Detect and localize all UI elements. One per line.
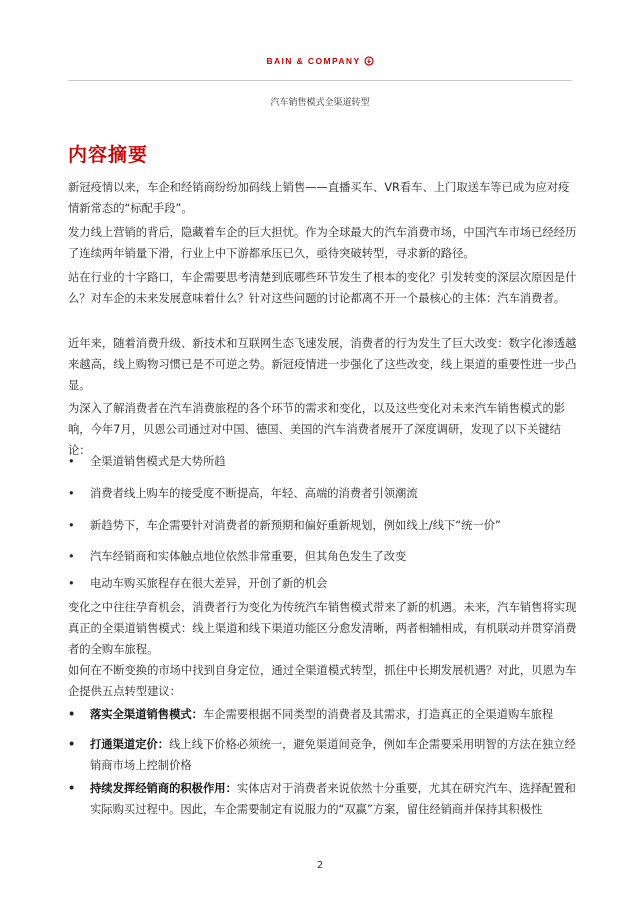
bullet-marker: • <box>68 519 75 532</box>
bullet-marker: • <box>68 708 76 721</box>
bain-swirl-icon <box>364 56 374 66</box>
header-divider <box>68 80 572 81</box>
finding-text: 全渠道销售模式是大势所趋 <box>90 455 226 468</box>
document-subtitle: 汽车销售模式全渠道转型 <box>270 98 370 108</box>
paragraph: 近年来，随着消费升级、新技术和互联网生态飞速发展，消费者的行为发生了巨大改变：数字化渗透越来越高，线上购物习惯已是不可逆之势。新冠疫情进一步强化了这些改变，线上渠道的重要性进一步凸显。 <box>68 337 577 392</box>
recommendation-body: 实体店对于消费者来说依然十分重要，尤其在研究汽车、选择配置和实际购买过程中。因此，车企需要制定有说服力的“双赢”方案，留住经销商并保持其积极性 <box>90 782 576 816</box>
bullet-marker: • <box>68 455 75 468</box>
recommendation-body: 车企需要根据不同类型的消费者及其需求，打造真正的全渠道购车旅程 <box>202 708 554 721</box>
recommendation-text <box>90 734 578 776</box>
recommendation-lead: 持续发挥经销商的积极作用： <box>90 782 237 795</box>
bullet-marker: • <box>68 738 76 751</box>
bullet-marker: • <box>68 487 75 500</box>
paragraph: 如何在不断变换的市场中找到自身定位，通过全渠道模式转型，抓住中长期发展机遇？对此，贝恩为车企提供五点转型建议： <box>68 664 577 698</box>
brand-logo <box>0 56 640 66</box>
recommendation-text <box>90 778 578 820</box>
recommendation-lead: 落实全渠道销售模式： <box>90 708 203 721</box>
finding-text: 电动车购买旅程存在很大差异，开创了新的机会 <box>90 577 328 590</box>
page-number: 2 <box>316 860 324 871</box>
recommendation-lead: 打通渠道定价： <box>90 738 170 751</box>
paragraph: 发力线上营销的背后，隐藏着车企的巨大担忧。作为全球最大的汽车消费市场，中国汽车市场已经经历了连续两年销量下滑，行业上中下游都承压已久，亟待突破转型，寻求新的路径。 <box>68 226 577 260</box>
bullet-marker: • <box>68 577 75 590</box>
finding-text: 消费者线上购车的接受度不断提高，年轻、高端的消费者引领潮流 <box>90 487 418 500</box>
bullet-marker: • <box>68 782 76 795</box>
bullet-marker: • <box>68 550 75 563</box>
page-title: 内容摘要 <box>68 144 149 166</box>
paragraph: 为深入了解消费者在汽车消费旅程的各个环节的需求和变化，以及这些变化对未来汽车销售模式的影响，今年7月，贝恩公司通过对中国、德国、美国的汽车消费者展开了深度调研，发现了以下关键结论： <box>68 402 566 457</box>
finding-text: 汽车经销商和实体触点地位依然非常重要，但其角色发生了改变 <box>90 550 407 563</box>
recommendation-body: 线上线下价格必须统一，避免渠道间竞争，例如车企需要采用明智的方法在独立经销商市场上控制价格 <box>90 738 576 772</box>
finding-text: 新趋势下，车企需要针对消费者的新预期和偏好重新规划，例如线上/线下“统一价” <box>90 519 501 532</box>
paragraph: 站在行业的十字路口，车企需要思考清楚到底哪些环节发生了根本的变化？引发转变的深层次原因是什么？对车企的未来发展意味着什么？针对这些问题的讨论都离不开一个最核心的主体：汽车消费者。 <box>68 271 577 305</box>
brand-name: BAIN & COMPANY <box>266 56 361 66</box>
paragraph: 新冠疫情以来，车企和经销商纷纷加码线上销售——直播买车、VR看车、上门取送车等已成为应对疫情新常态的“标配手段”。 <box>68 181 570 215</box>
recommendation-text <box>90 704 578 725</box>
paragraph: 变化之中往往孕育机会，消费者行为变化为传统汽车销售模式带来了新的机遇。未来，汽车销售将实现真正的全渠道销售模式：线上渠道和线下渠道功能区分愈发清晰，两者相辅相成，有机联动并贯穿消费者的全购车旅程。 <box>68 601 577 656</box>
